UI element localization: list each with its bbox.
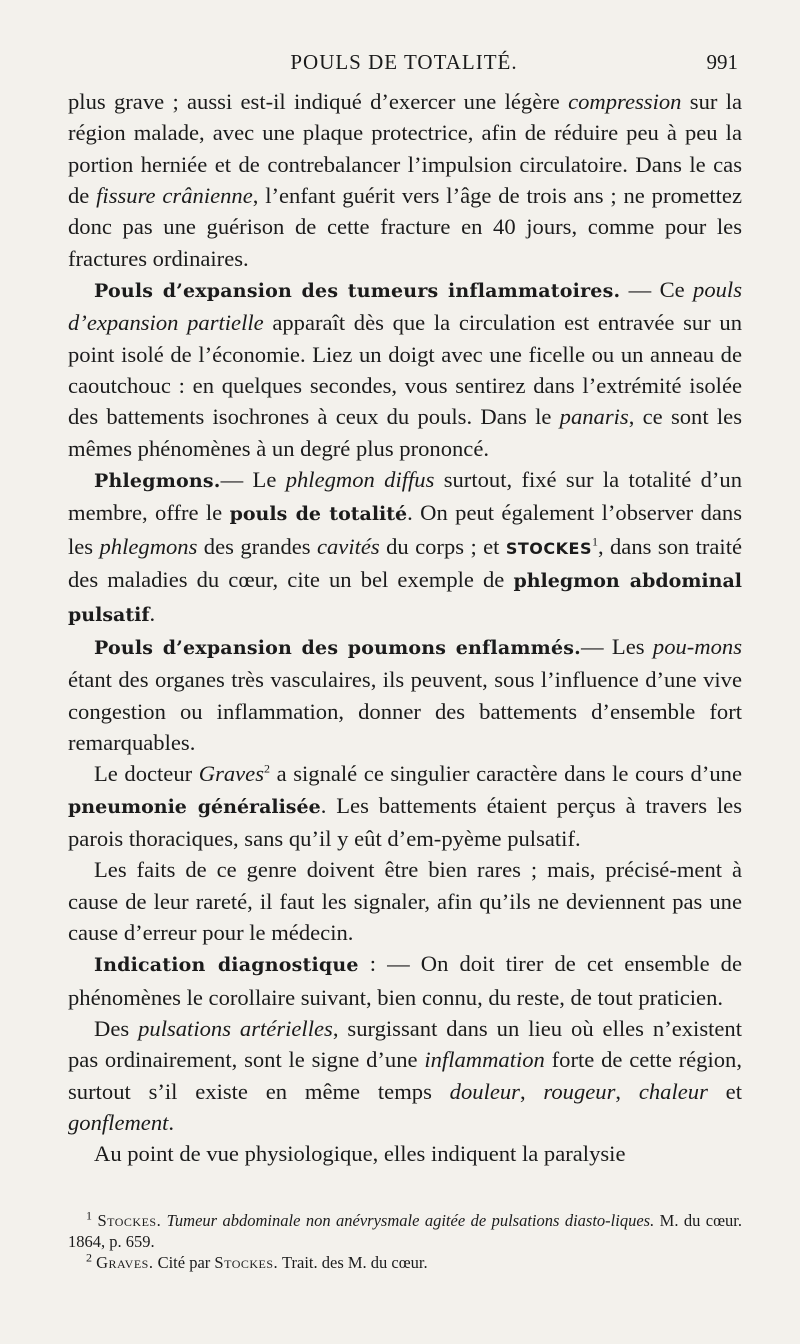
text-run: . On peut également l’observer dans les <box>68 500 742 559</box>
text-run: . Les battements étaient perçus à travers les parois thoraciques, sans qu’il y eût d’em-pyème pulsatif. <box>68 792 742 851</box>
italic-term: gonflement <box>68 1110 169 1135</box>
italic-term: pulsations artérielles <box>138 1015 333 1041</box>
page-number: 991 <box>706 50 738 74</box>
text-run: , l’enfant guérit vers l’âge de trois ans ; ne promettez donc pas une guérison de cette fracture en 40 jours, comme pour les fractures ordinaires. <box>68 183 742 271</box>
body-text <box>68 86 742 1170</box>
text-run: — Les <box>580 633 653 659</box>
footnote-1 <box>68 1210 742 1252</box>
text-run: forte de cette région, surtout s’il existe en même temps <box>68 1047 742 1104</box>
italic-term: compression <box>568 89 682 114</box>
section-heading: Indication diagnostique <box>94 954 359 977</box>
footnote-mark: 2 <box>86 1250 92 1265</box>
author-name: Stockes. <box>214 1253 279 1272</box>
italic-term: phlegmon diffus <box>285 467 435 493</box>
italic-term: cavités <box>316 533 380 559</box>
page-header <box>68 50 740 80</box>
text-run: et <box>707 1078 742 1104</box>
italic-term: chaleur <box>638 1078 708 1104</box>
footnote-mark: 1 <box>86 1208 92 1223</box>
text-run: Les faits de ce genre doivent être bien rares ; mais, précisé-ment à cause de leur rareté, il faut les signaler, afin qu’ils ne deviennent pas une cause d’erreur pour le médecin. <box>68 857 742 945</box>
italic-term: douleur <box>449 1078 520 1104</box>
paragraph-pulsations <box>68 1013 742 1138</box>
author-name: STOCKES <box>505 538 592 558</box>
text-run: : — On doit tirer de cet ensemble de phénomènes le corollaire suivant, bien connu, du reste, de tout praticien. <box>68 951 743 1010</box>
italic-term: pouls d’expansion partielle <box>68 277 742 336</box>
text-run: Au point de vue physiologique, elles indiquent la paralysie <box>94 1141 626 1167</box>
text-run: , dans son traité des maladies du cœur, cite un bel exemple de <box>68 533 743 593</box>
text-run: étant des organes très vasculaires, ils peuvent, sous l’influence d’une vive congestion ou inflammation, donner des battements d’ensemble fort remarquables. <box>68 667 742 755</box>
italic-term: inflammation <box>424 1047 545 1073</box>
paragraph-phlegmons <box>68 464 742 631</box>
text-run: , <box>519 1078 544 1104</box>
paragraph-poumons <box>68 631 742 758</box>
author-name: Stockes. <box>97 1211 162 1230</box>
text-run: . <box>149 600 156 626</box>
bold-term: pouls de totalité <box>229 503 408 526</box>
paragraph-indication <box>68 948 742 1013</box>
text-run: Trait. des M. du cœur. <box>278 1253 428 1272</box>
text-run: surtout, fixé sur la totalité d’un membre, offre le <box>68 467 742 526</box>
footnote-ref: 1 <box>591 534 598 549</box>
bold-term: phlegmon abdominal pulsatif <box>68 570 742 626</box>
italic-term: Graves <box>198 761 265 787</box>
italic-term: pou-mons <box>652 633 743 659</box>
section-heading: Pouls d’expansion des tumeurs inflammatoires. <box>94 280 621 303</box>
section-heading: Phlegmons. <box>94 470 221 493</box>
text-run: , <box>615 1078 639 1104</box>
section-heading: Pouls d’expansion des poumons enflammés. <box>94 636 581 659</box>
text-run: du corps ; et <box>379 533 506 559</box>
footnotes <box>68 1210 742 1273</box>
text-run: sur la région malade, avec une plaque protectrice, afin de réduire peu à peu la portion herniée et de contrebalancer l’impulsion circulatoire. Dans le cas de <box>68 89 742 209</box>
text-run: , surgissant dans un lieu où elles n’existent pas ordinairement, sont le signe d’une <box>68 1015 743 1073</box>
text-run: Le docteur <box>94 761 199 787</box>
paragraph-physiologique <box>68 1138 742 1169</box>
paragraph-graves <box>68 758 742 854</box>
italic-term: panaris <box>559 404 629 430</box>
text-run: plus grave ; aussi est-il indiqué d’exercer une légère <box>68 89 569 114</box>
text-run: . <box>168 1110 175 1135</box>
paragraph-faits <box>68 854 742 948</box>
text-run: — Le <box>220 467 286 493</box>
text-run: Des <box>94 1015 139 1041</box>
text-run: Cité par <box>153 1253 215 1272</box>
paragraph-tumeurs <box>68 274 742 464</box>
text-run: a signalé ce singulier caractère dans le cours d’une <box>270 761 742 787</box>
italic-term: phlegmons <box>99 533 198 559</box>
author-name: Graves. <box>96 1253 154 1272</box>
bold-term: pneumonie généralisée <box>68 795 321 818</box>
running-title: POULS DE TOTALITÉ. <box>290 50 518 74</box>
text-run: , ce sont les mêmes phénomènes à un degré plus prononcé. <box>68 404 742 461</box>
footnote-2 <box>68 1252 742 1273</box>
footnote-ref: 2 <box>264 761 271 776</box>
italic-term: fissure crânienne <box>96 183 253 209</box>
text-run: — Ce <box>620 277 694 303</box>
text-run: des grandes <box>197 533 317 559</box>
italic-term: rougeur <box>543 1078 616 1104</box>
paragraph-compression <box>68 86 742 274</box>
italic-title: Tumeur abdominale non anévrysmale agitée de pulsations diasto-liques. <box>161 1211 655 1230</box>
text-run: M. du cœur. 1864, p. 659. <box>68 1211 743 1251</box>
text-run: apparaît dès que la circulation est entravée sur un point isolé de l’économie. Liez un doigt avec une ficelle ou un anneau de caoutchouc : en quelques secondes, vous sentirez dans l’extrémité isolée des battements isochrones à ceux du pouls. Dans le <box>68 310 742 430</box>
